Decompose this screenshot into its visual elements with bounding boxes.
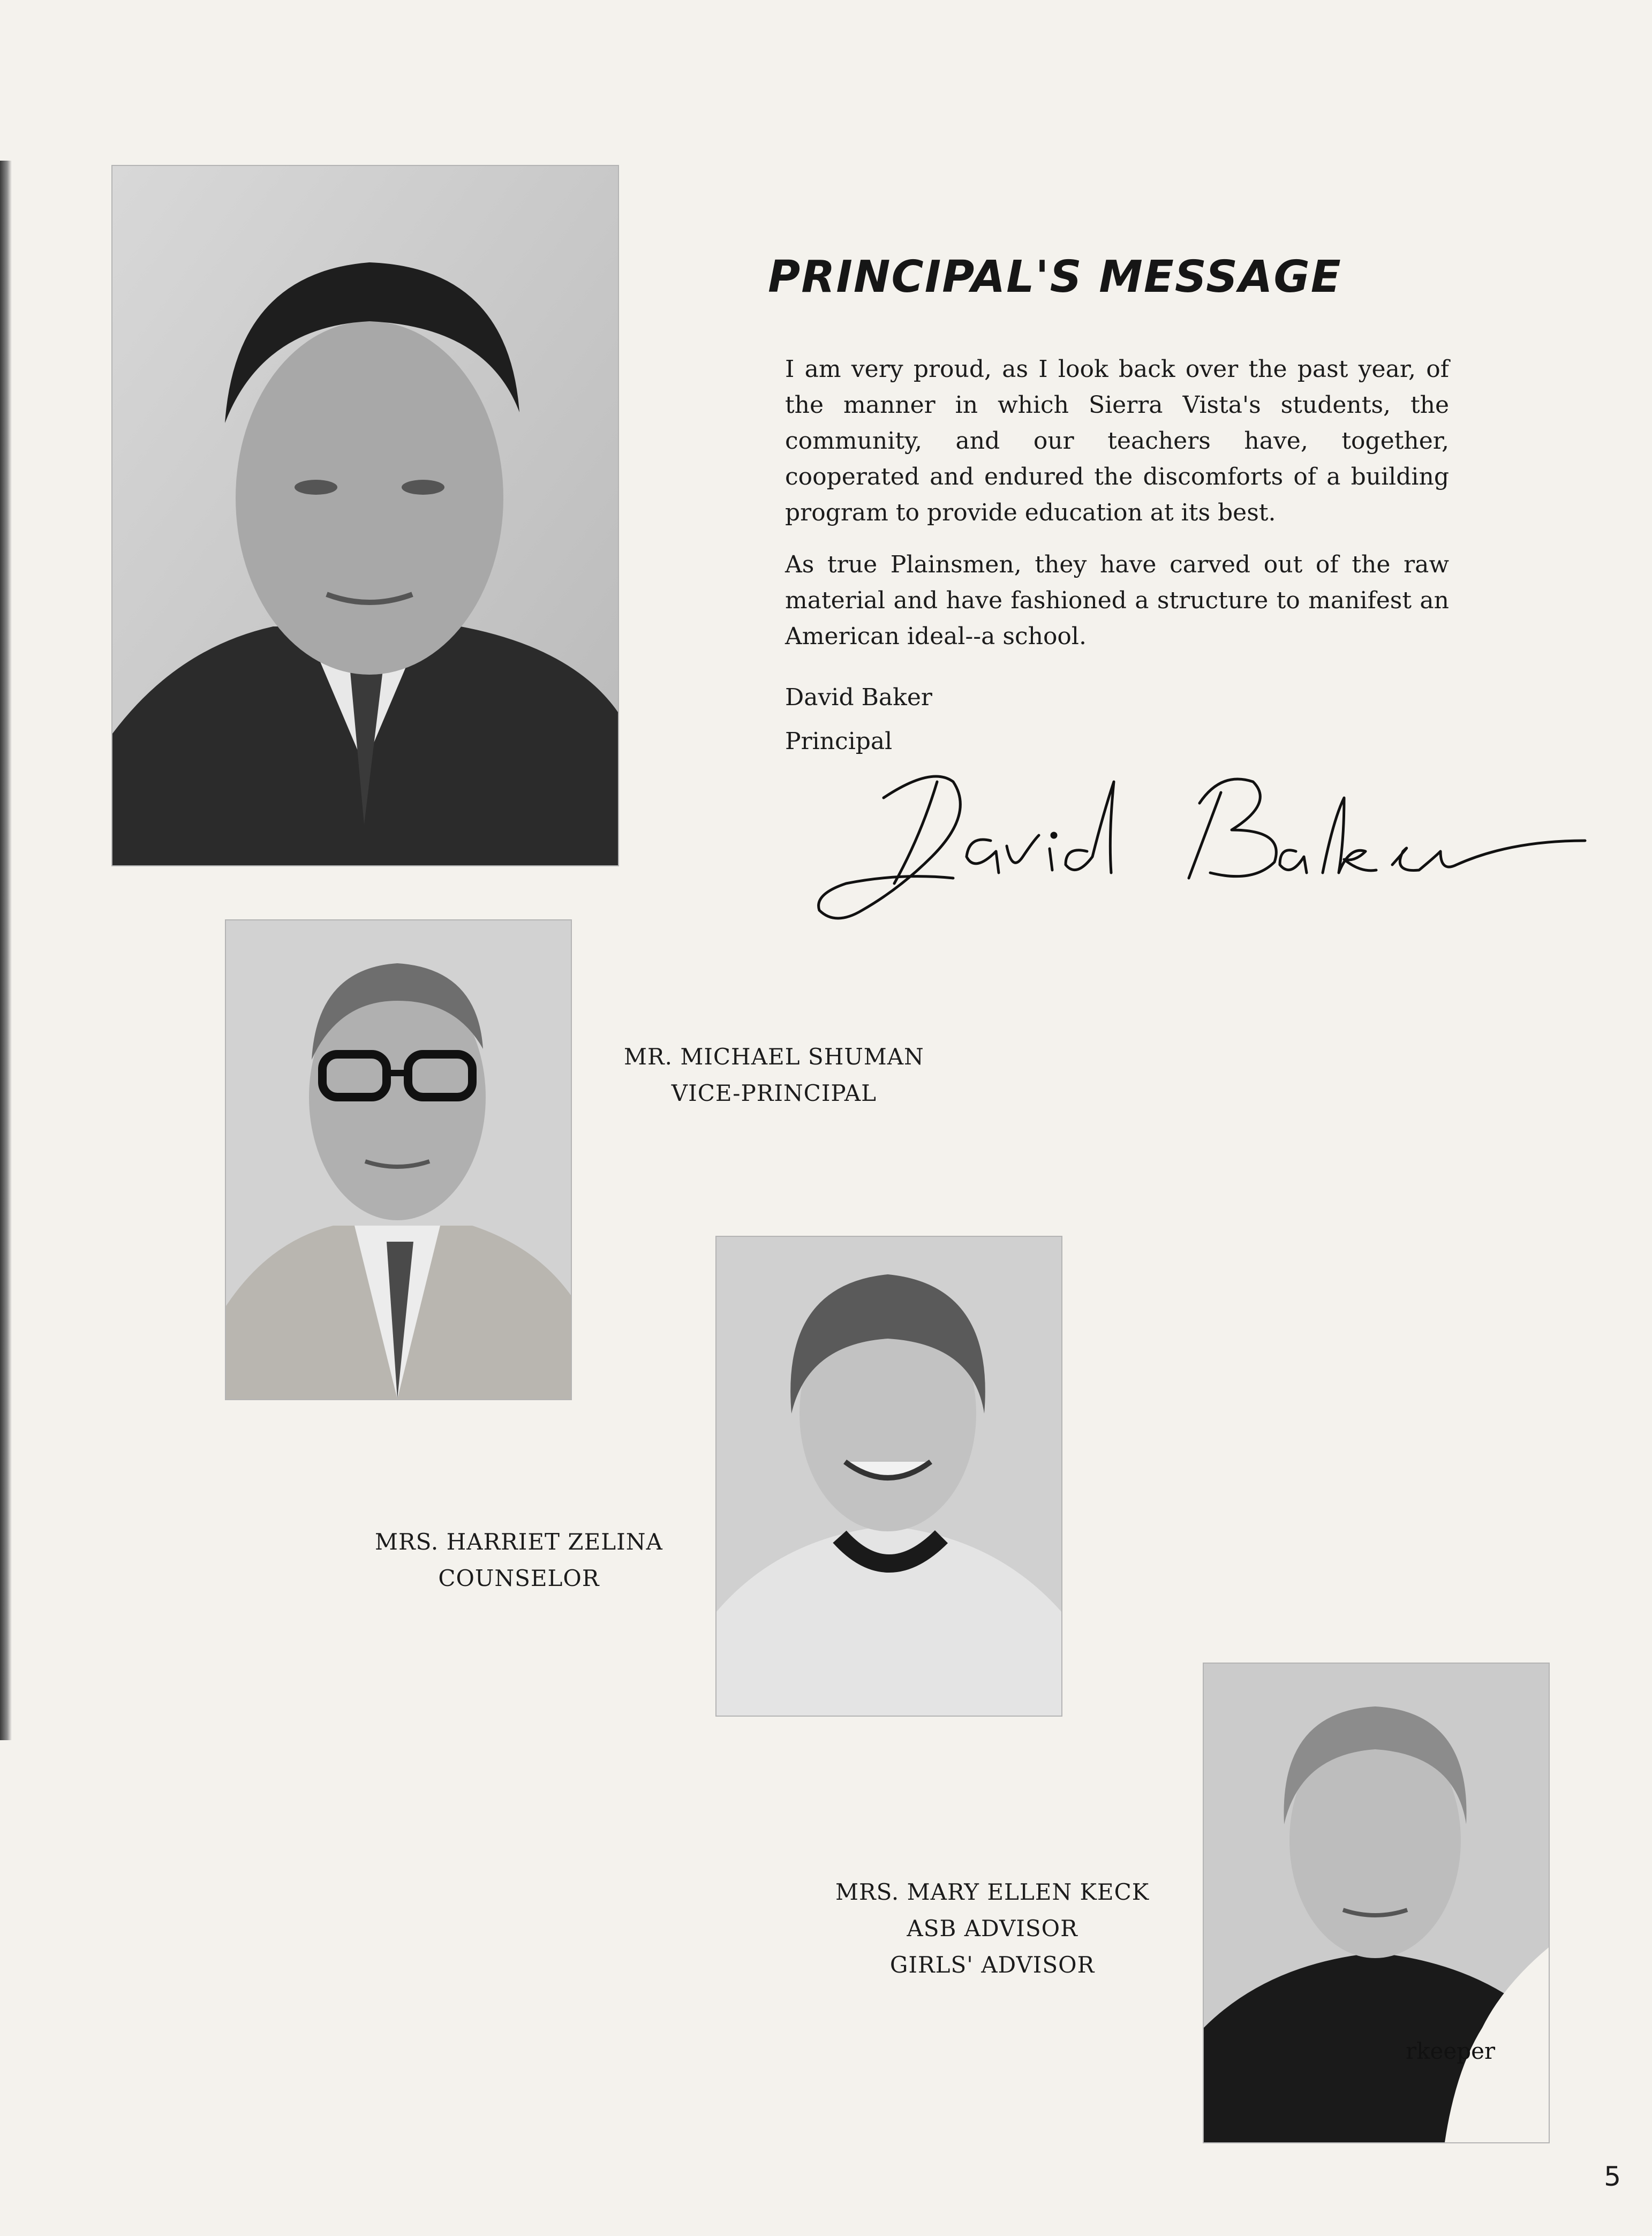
staff-role: ASB ADVISOR	[907, 1915, 1078, 1942]
staff-name: MRS. HARRIET ZELINA	[375, 1529, 663, 1555]
staff-role: COUNSELOR	[438, 1565, 600, 1591]
author-name: David Baker	[785, 684, 932, 711]
page-title: PRINCIPAL'S MESSAGE	[768, 252, 1342, 303]
page-binding-edge	[0, 161, 12, 1740]
torn-caption-fragment: rkeeper	[1406, 2038, 1496, 2064]
principal-photo	[111, 165, 619, 866]
staff-role: GIRLS' ADVISOR	[889, 1952, 1095, 1978]
asb-advisor-photo	[1203, 1663, 1550, 2143]
caption-asb-advisor	[835, 1874, 1149, 1983]
message-paragraph: I am very proud, as I look back over the past year, of the manner in which Sierra Vista's students, the community, and our teachers have, together, cooperated and endured the discomforts of a building program to provide education at its best.	[785, 356, 1449, 526]
vice-principal-photo	[225, 919, 572, 1400]
staff-name: MR. MICHAEL SHUMAN	[624, 1044, 924, 1070]
staff-name: MRS. MARY ELLEN KECK	[835, 1879, 1150, 1905]
author-role: Principal	[785, 728, 893, 755]
page-number: 5	[1604, 2161, 1621, 2192]
counselor-photo	[715, 1236, 1062, 1717]
staff-role: VICE-PRINCIPAL	[671, 1080, 877, 1106]
message-paragraph: As true Plainsmen, they have carved out of the raw material and have fashioned a structure to manifest an American ideal--a school.	[785, 551, 1449, 650]
caption-vice-principal	[624, 1039, 924, 1112]
principal-message	[785, 351, 1449, 670]
handwritten-signature	[814, 750, 1596, 932]
caption-counselor	[375, 1524, 663, 1597]
